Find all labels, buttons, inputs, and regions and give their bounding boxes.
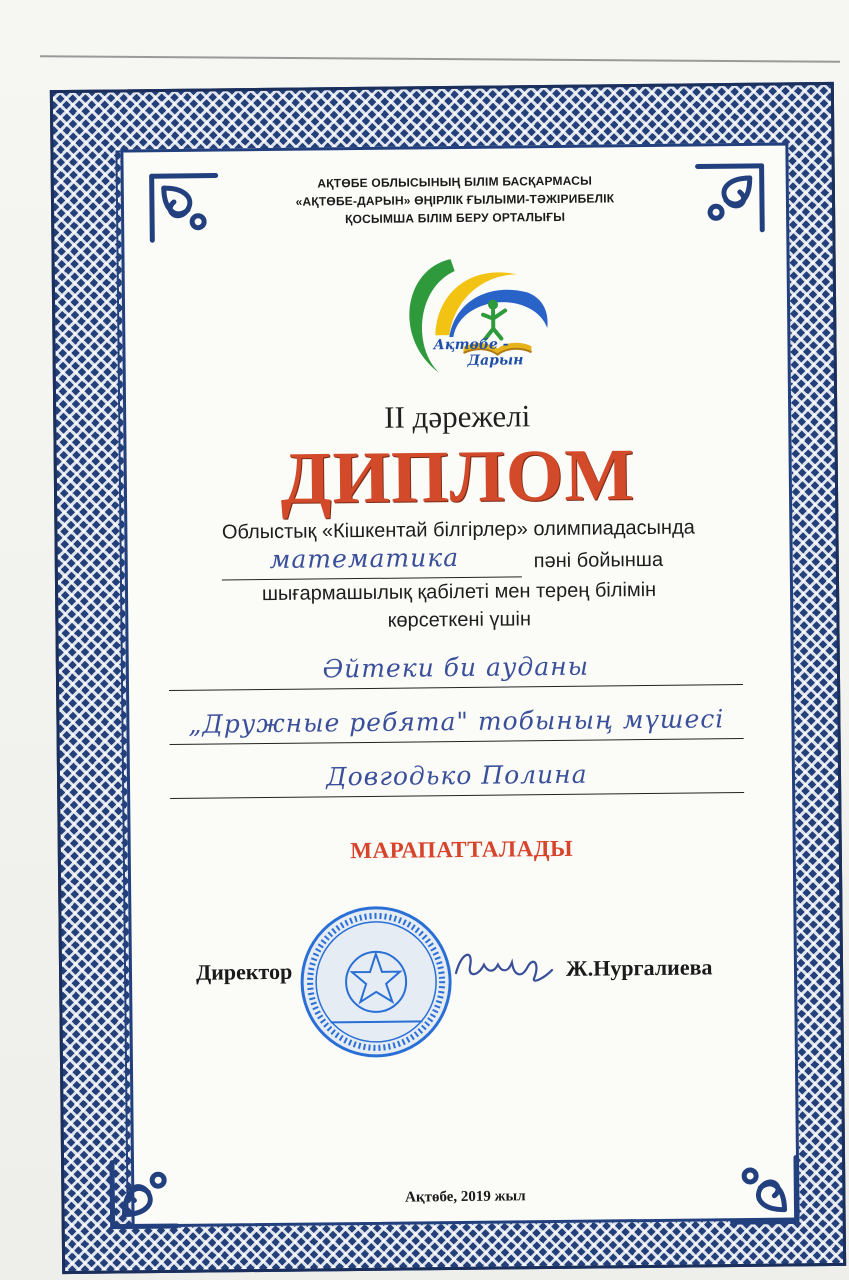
diploma-title: ДИПЛОМ bbox=[280, 434, 636, 520]
director-label: Директор bbox=[195, 958, 293, 985]
olympiad-line: Облыстық «Кішкентай білгірлер» олимпиадасында bbox=[221, 516, 695, 544]
corner-ornament-bottom-right-icon bbox=[710, 1135, 803, 1228]
logo-text-1: Ақтөбе - bbox=[433, 336, 509, 354]
diploma-sheet bbox=[120, 143, 799, 1228]
group-handwritten: „Дружные ребята" тобының мүшесі bbox=[188, 704, 725, 739]
corner-ornament-bottom-left-icon bbox=[106, 1140, 199, 1233]
diploma-degree: II дәрежелі bbox=[383, 398, 531, 435]
group-line bbox=[169, 702, 743, 745]
recipient-name-handwritten: Довгодько Полина bbox=[326, 759, 588, 792]
shown-line: көрсеткені үшін bbox=[387, 608, 532, 632]
header-line-3: ҚОСЫМША БІЛІМ БЕРУ ОРТАЛЫҒЫ bbox=[344, 209, 566, 227]
recipient-name-line bbox=[170, 756, 744, 799]
aktobe-daryn-logo bbox=[392, 248, 553, 390]
place-year: Ақтөбе, 2019 жыл bbox=[404, 1188, 526, 1206]
header-line-1: АҚТӨБЕ ОБЛЫСЫНЫҢ БІЛІМ БАСҚАРМАСЫ bbox=[317, 173, 593, 191]
director-signature-icon bbox=[448, 942, 559, 993]
subject-handwritten: математика bbox=[269, 543, 460, 574]
subject-tail: пәні бойынша bbox=[533, 548, 664, 573]
subject-blank-line bbox=[222, 543, 522, 580]
signature-row bbox=[196, 954, 756, 1000]
director-name: Ж.Нургалиева bbox=[565, 954, 713, 981]
district-handwritten: Әйтеки би ауданы bbox=[322, 651, 590, 684]
district-line bbox=[169, 648, 743, 691]
logo-text-2: Дарын bbox=[467, 352, 524, 369]
header-line-2: «АҚТӨБЕ-ДАРЫН» ӨҢІРЛІК ҒЫЛЫМИ-ТӘЖІРИБЕЛІК bbox=[295, 191, 615, 209]
subject-row bbox=[222, 543, 712, 581]
award-text: МАРАПАТТАЛАДЫ bbox=[350, 835, 574, 864]
ability-line: шығармашылық қабілеті мен терең білімін bbox=[261, 578, 657, 606]
